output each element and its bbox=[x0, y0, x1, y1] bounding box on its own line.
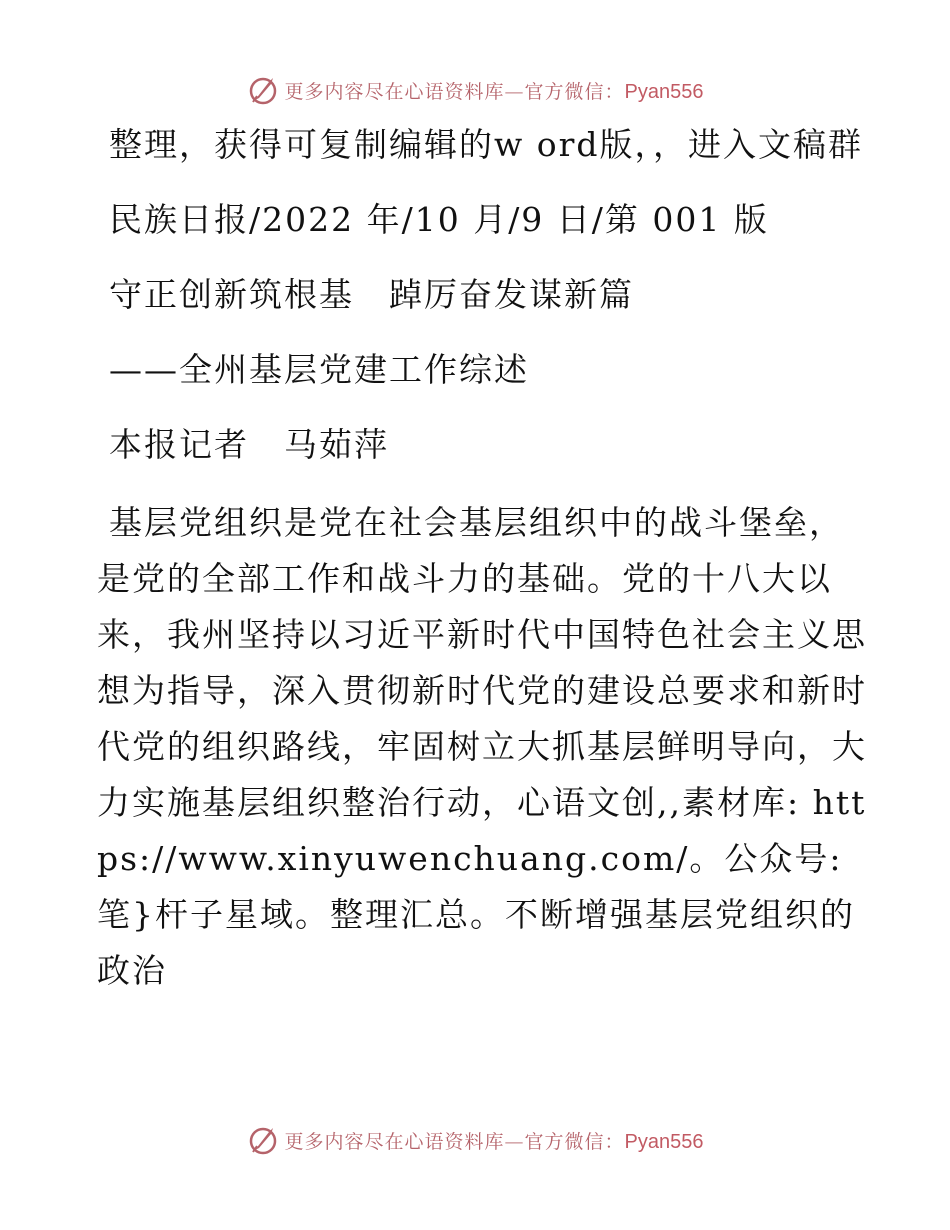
intro-text: 整理，获得可复制编辑的w ord版，，进入文稿群 bbox=[109, 125, 864, 164]
watermark-main-text: 更多内容尽在心语资料库 bbox=[284, 80, 505, 103]
dateline: 民族日报/2022 年/10 月/9 日/第 001 版 bbox=[109, 200, 769, 239]
quill-pen-icon bbox=[247, 74, 279, 106]
body-paragraph: 基层党组织是党在社会基层组织中的战斗堡垒，是党的全部工作和战斗力的基础。党的十八大以来，我州坚持以习近平新时代中国特色社会主义思想为指导，深入贯彻新时代党的建设总要求和新时代党的组织路线，牢固树立大抓基层鲜明导向，大力实施基层组织整治行动，心语文创,,素材库: https://www.xinyuwenchuang.com/。公众号: 笔}杆子星域。整理汇总。不断增强基层党组织的政治 bbox=[97, 503, 867, 990]
watermark-main-text: 更多内容尽在心语资料库 bbox=[284, 1130, 505, 1153]
subheadline: ——全州基层党建工作综述 bbox=[109, 350, 529, 389]
footer-watermark bbox=[0, 1120, 950, 1160]
watermark-separator: — bbox=[504, 80, 525, 103]
watermark-contact-id: Pyan556 bbox=[624, 80, 704, 103]
header-watermark bbox=[0, 70, 950, 110]
watermark-contact-label: 官方微信： bbox=[524, 80, 625, 103]
document-body bbox=[97, 120, 867, 999]
headline: 守正创新筑根基 踔厉奋发谋新篇 bbox=[109, 275, 634, 314]
watermark-contact-id: Pyan556 bbox=[624, 1130, 704, 1153]
watermark-separator: — bbox=[504, 1130, 525, 1153]
quill-pen-icon bbox=[247, 1124, 279, 1156]
watermark-contact-label: 官方微信： bbox=[524, 1130, 625, 1153]
byline: 本报记者 马茹萍 bbox=[109, 425, 389, 464]
